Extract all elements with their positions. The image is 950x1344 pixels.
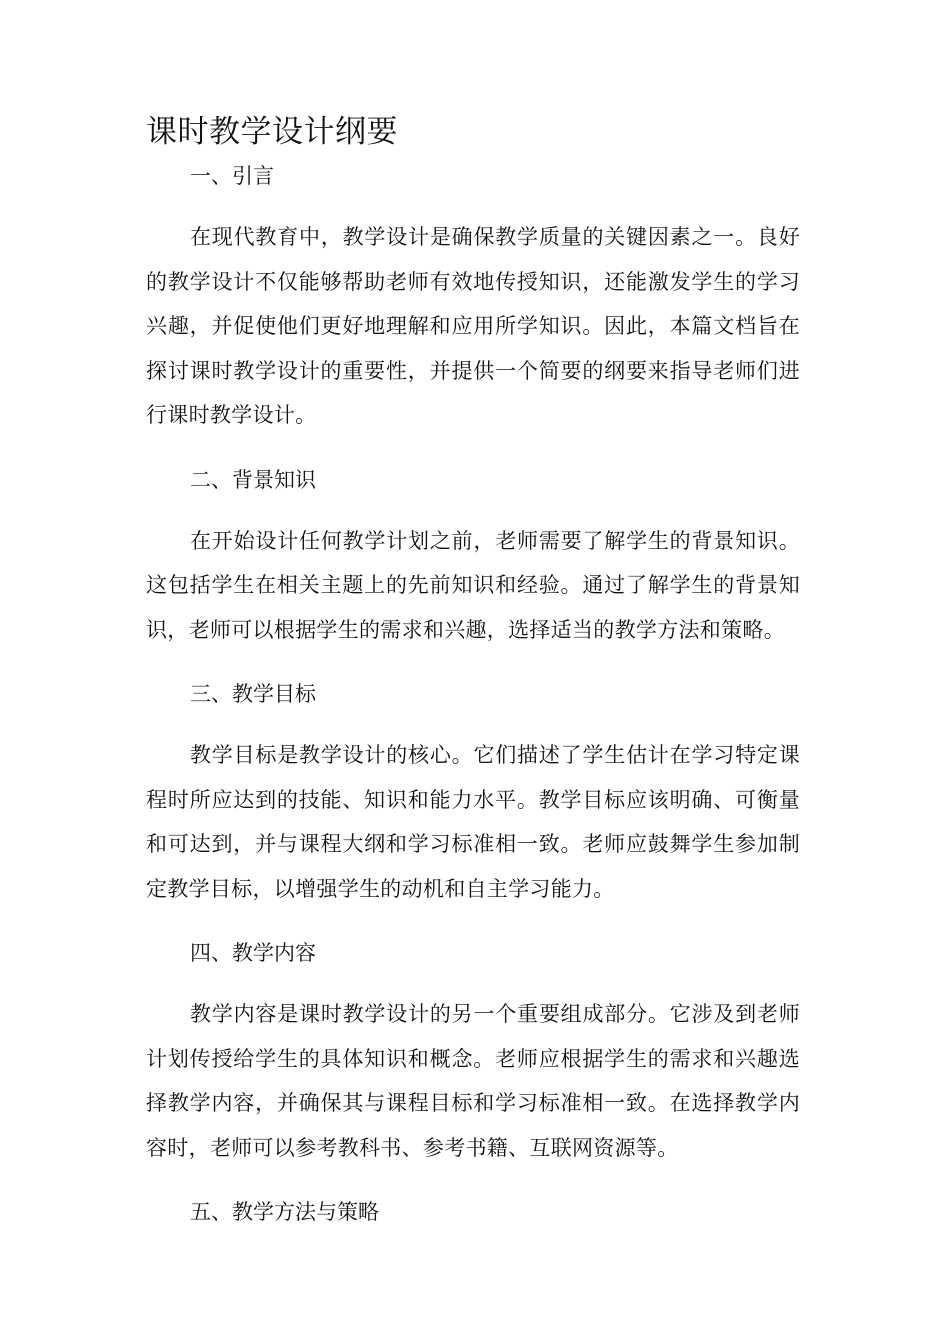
section-heading: 五、教学方法与策略 bbox=[190, 1200, 379, 1224]
section-content bbox=[146, 939, 800, 1170]
section-paragraph: 教学内容是课时教学设计的另一个重要组成部分。它涉及到老师计划传授给学生的具体知识和概念。老师应根据学生的需求和兴趣选择教学内容，并确保其与课程目标和学习标准相一致。在选择教学内容时，老师可以参考教科书、参考书籍、互联网资源等。 bbox=[146, 1002, 800, 1160]
section-heading: 二、背景知识 bbox=[190, 467, 316, 492]
section-paragraph: 在现代教育中，教学设计是确保教学质量的关键因素之一。良好的教学设计不仅能够帮助老师有效地传授知识，还能激发学生的学习兴趣，并促使他们更好地理解和应用所学知识。因此，本篇文档旨在探讨课时教学设计的重要性，并提供一个简要的纲要来指导老师们进行课时教学设计。 bbox=[146, 225, 800, 427]
section-introduction bbox=[146, 162, 800, 438]
document-title: 课时教学设计纲要 bbox=[146, 114, 398, 150]
section-objectives bbox=[146, 680, 800, 911]
section-heading: 一、引言 bbox=[190, 164, 274, 188]
section-heading: 四、教学内容 bbox=[190, 941, 316, 965]
section-paragraph: 在开始设计任何教学计划之前，老师需要了解学生的背景知识。这包括学生在相关主题上的先前知识和经验。通过了解学生的背景知识，老师可以根据学生的需求和兴趣，选择适当的教学方法和策略。 bbox=[146, 528, 800, 642]
section-background bbox=[146, 466, 800, 653]
section-heading: 三、教学目标 bbox=[190, 682, 316, 706]
section-paragraph: 教学目标是教学设计的核心。它们描述了学生估计在学习特定课程时所应达到的技能、知识和能力水平。教学目标应该明确、可衡量和可达到，并与课程大纲和学习标准相一致。老师应鼓舞学生参加制定教学目标，以增强学生的动机和自主学习能力。 bbox=[146, 743, 800, 901]
section-methods bbox=[146, 1198, 800, 1226]
